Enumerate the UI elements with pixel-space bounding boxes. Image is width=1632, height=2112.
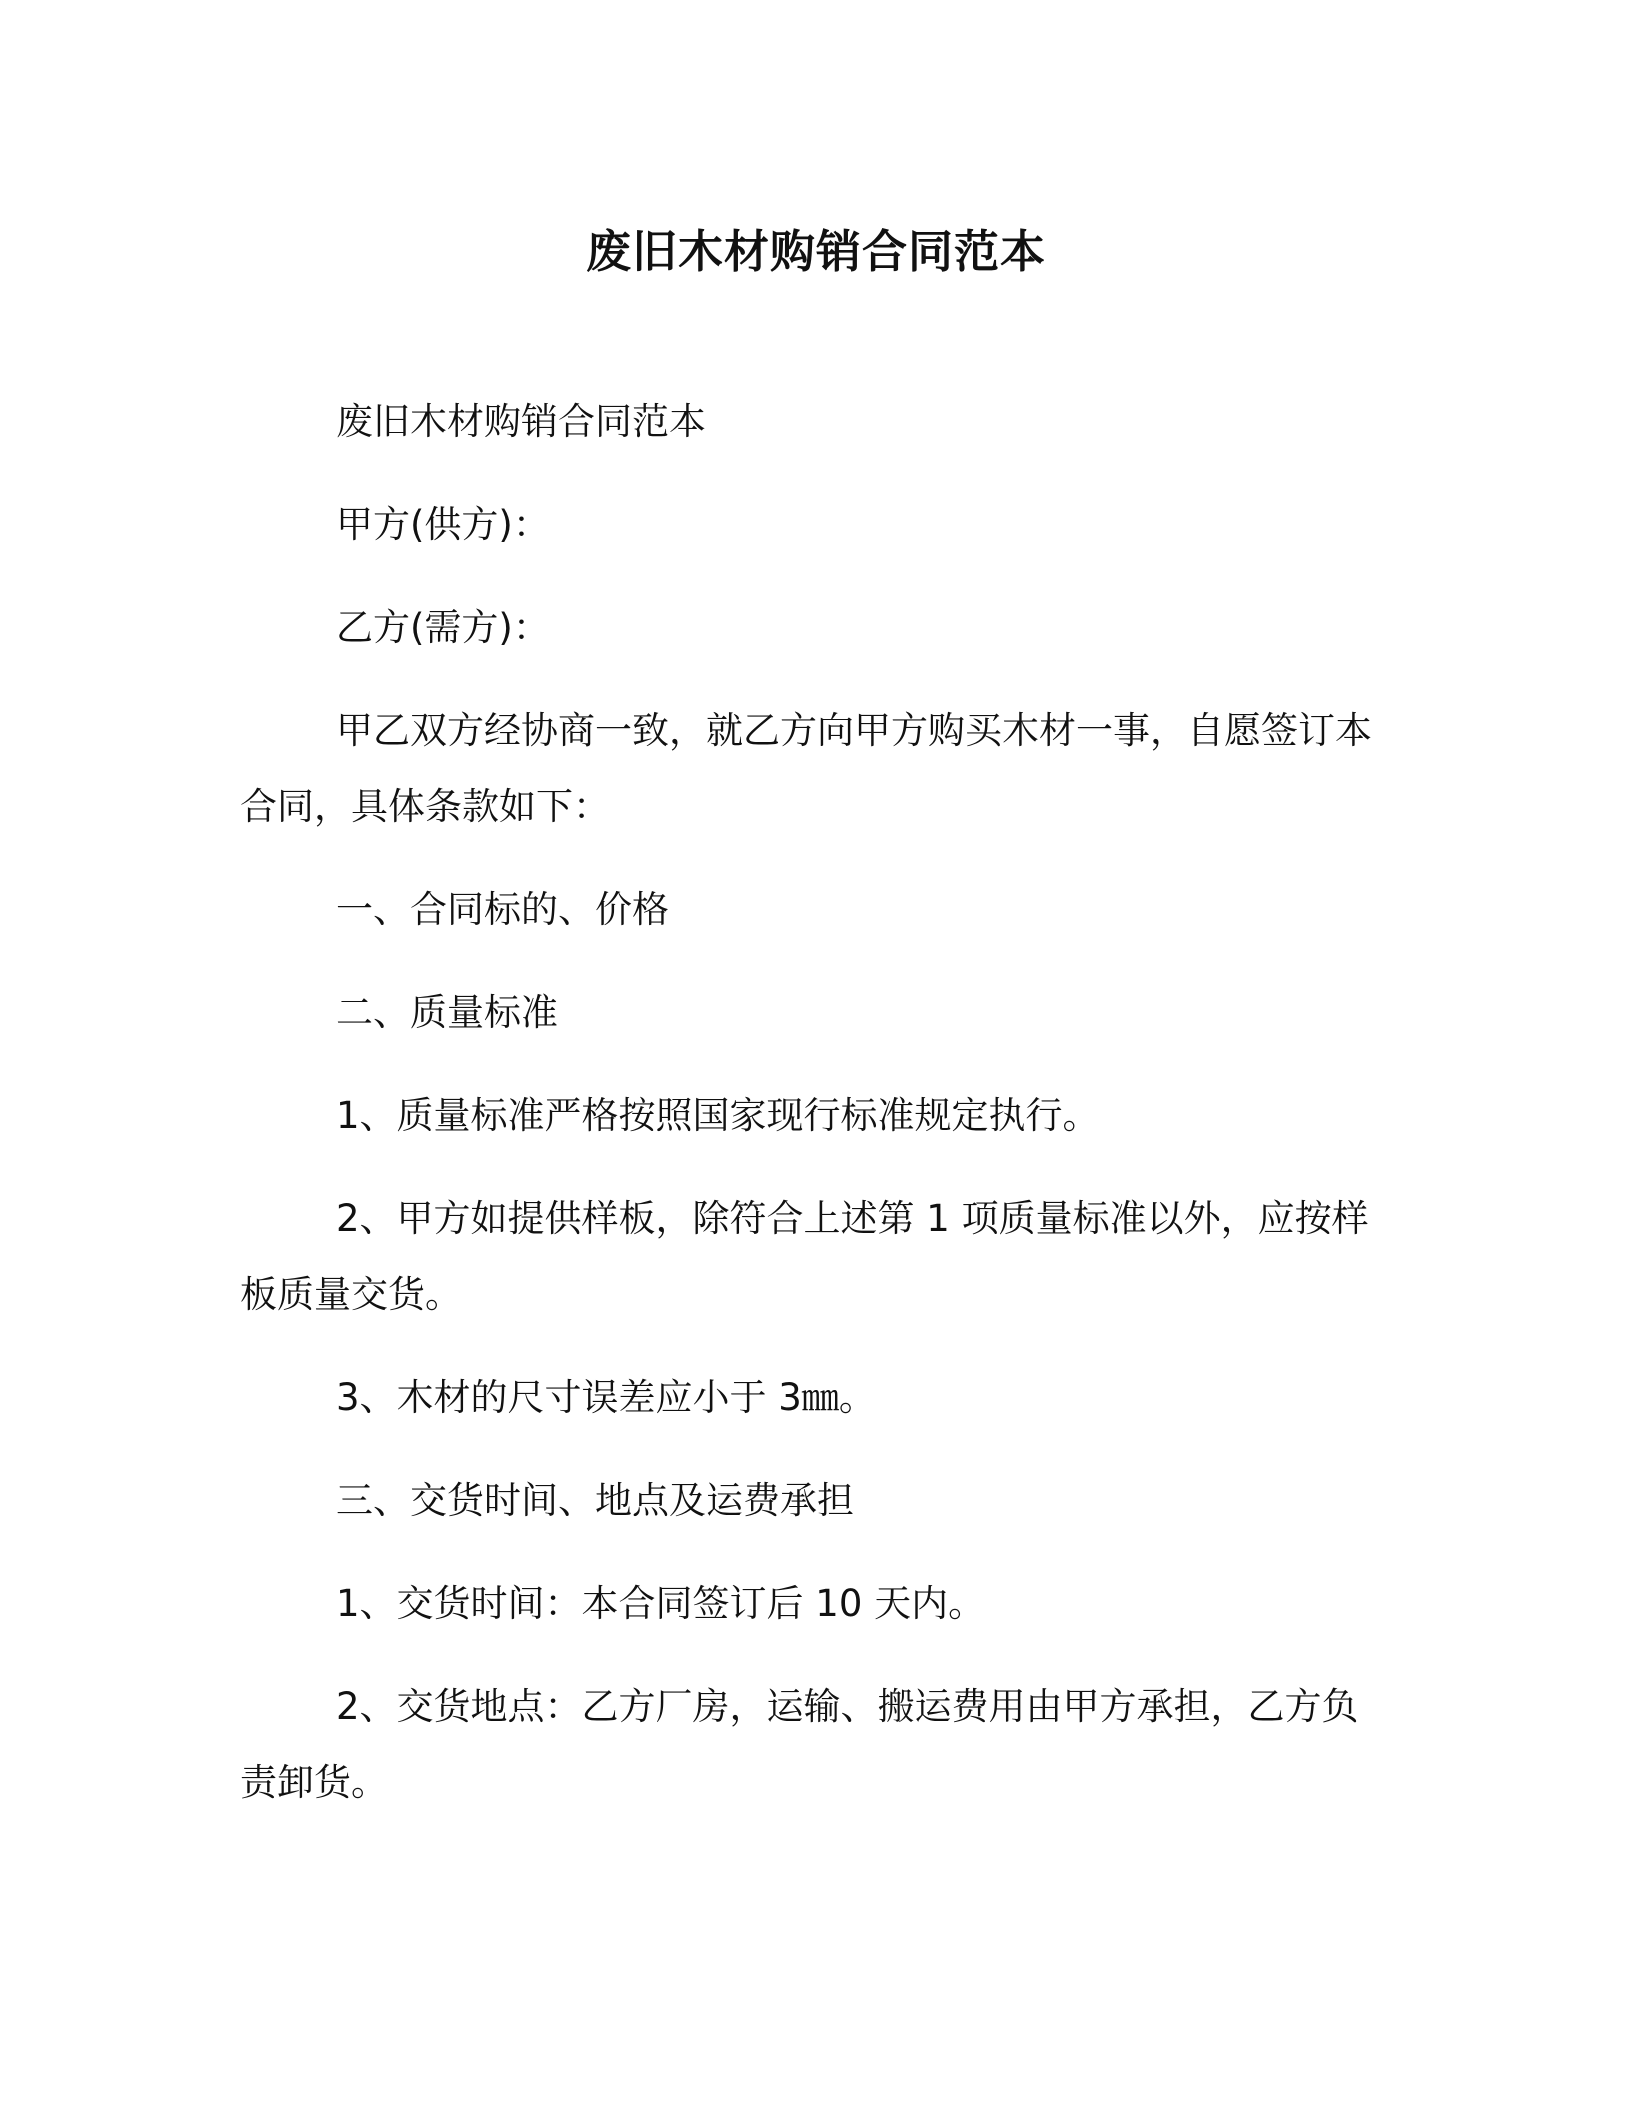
clause-3-1: 1、交货时间：本合同签订后 10 天内。: [336, 1582, 986, 1625]
clause-2-3: 3、木材的尺寸误差应小于 3㎜。: [336, 1376, 876, 1419]
clause-2-2: 2、甲方如提供样板，除符合上述第 1 项质量标准以外，应按样板质量交货。: [240, 1197, 1369, 1316]
document-title: 废旧木材购销合同范本: [585, 225, 1046, 278]
clause-3-2: 2、交货地点：乙方厂房，运输、搬运费用由甲方承担，乙方负责卸货。: [240, 1685, 1359, 1804]
section-heading-2: 二、质量标准: [336, 991, 558, 1034]
section-heading-3: 三、交货时间、地点及运费承担: [336, 1479, 854, 1522]
paragraph-intro: 甲乙双方经协商一致，就乙方向甲方购买木材一事，自愿签订本合同，具体条款如下：: [240, 709, 1372, 828]
section-heading-1: 一、合同标的、价格: [336, 888, 669, 931]
paragraph-party-a: 甲方(供方)：: [336, 503, 550, 546]
paragraph-subtitle: 废旧木材购销合同范本: [336, 400, 706, 443]
clause-2-1: 1、质量标准严格按照国家现行标准规定执行。: [336, 1094, 1100, 1137]
paragraph-party-b: 乙方(需方)：: [336, 606, 550, 649]
